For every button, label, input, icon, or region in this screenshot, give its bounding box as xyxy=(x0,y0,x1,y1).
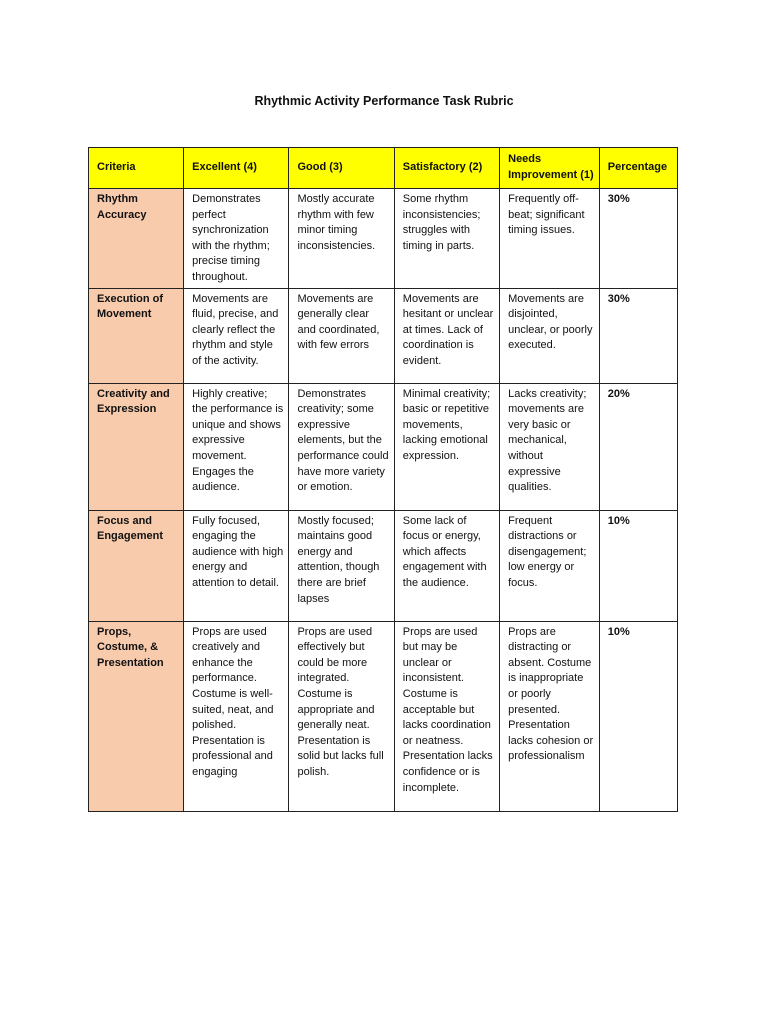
table-row xyxy=(89,621,678,811)
page-title: Rhythmic Activity Performance Task Rubric xyxy=(254,94,514,108)
criterion-cell: Creativity and Expression xyxy=(89,383,184,510)
good-cell: Mostly accurate rhythm with few minor timing inconsistencies. xyxy=(289,189,394,289)
excellent-cell: Movements are fluid, precise, and clearly reflect the rhythm and style of the activity. xyxy=(184,288,289,383)
header-satisfactory: Satisfactory (2) xyxy=(394,148,499,189)
satisfactory-cell: Movements are hesitant or unclear at times. Lack of coordination is evident. xyxy=(394,288,499,383)
table-row xyxy=(89,383,678,510)
header-percentage: Percentage xyxy=(599,148,677,189)
header-row xyxy=(89,148,678,189)
header-good: Good (3) xyxy=(289,148,394,189)
needs-improvement-cell: Lacks creativity; movements are very basic or mechanical, without expressive qualities. xyxy=(500,383,600,510)
percentage-cell: 20% xyxy=(599,383,677,510)
table-row xyxy=(89,288,678,383)
header-needs-improvement: Needs Improvement (1) xyxy=(500,148,600,189)
percentage-cell: 30% xyxy=(599,288,677,383)
needs-improvement-cell: Movements are disjointed, unclear, or poorly executed. xyxy=(500,288,600,383)
criterion-cell: Props, Costume, & Presentation xyxy=(89,621,184,811)
rubric-table xyxy=(88,147,678,812)
satisfactory-cell: Props are used but may be unclear or inconsistent. Costume is acceptable but lacks coordination or neatness. Presentation lacks confidence or is incomplete. xyxy=(394,621,499,811)
criterion-cell: Execution of Movement xyxy=(89,288,184,383)
header-excellent: Excellent (4) xyxy=(184,148,289,189)
criterion-cell: Rhythm Accuracy xyxy=(89,189,184,289)
satisfactory-cell: Minimal creativity; basic or repetitive movements, lacking emotional expression. xyxy=(394,383,499,510)
header-criteria: Criteria xyxy=(89,148,184,189)
table-row xyxy=(89,189,678,289)
satisfactory-cell: Some lack of focus or energy, which affects engagement with the audience. xyxy=(394,510,499,621)
satisfactory-cell: Some rhythm inconsistencies; struggles with timing in parts. xyxy=(394,189,499,289)
criterion-cell: Focus and Engagement xyxy=(89,510,184,621)
percentage-cell: 30% xyxy=(599,189,677,289)
good-cell: Props are used effectively but could be more integrated. Costume is appropriate and generally neat. Presentation is solid but lacks full polish. xyxy=(289,621,394,811)
needs-improvement-cell: Frequently off-beat; significant timing issues. xyxy=(500,189,600,289)
needs-improvement-cell: Props are distracting or absent. Costume is inappropriate or poorly presented. Presentation lacks cohesion or professionalism xyxy=(500,621,600,811)
excellent-cell: Demonstrates perfect synchronization with the rhythm; precise timing throughout. xyxy=(184,189,289,289)
good-cell: Mostly focused; maintains good energy and attention, though there are brief lapses xyxy=(289,510,394,621)
good-cell: Movements are generally clear and coordinated, with few errors xyxy=(289,288,394,383)
excellent-cell: Highly creative; the performance is unique and shows expressive movement. Engages the audience. xyxy=(184,383,289,510)
good-cell: Demonstrates creativity; some expressive elements, but the performance could have more variety or emotion. xyxy=(289,383,394,510)
excellent-cell: Props are used creatively and enhance the performance. Costume is well-suited, neat, and polished. Presentation is professional and engaging xyxy=(184,621,289,811)
percentage-cell: 10% xyxy=(599,510,677,621)
excellent-cell: Fully focused, engaging the audience with high energy and attention to detail. xyxy=(184,510,289,621)
percentage-cell: 10% xyxy=(599,621,677,811)
table-row xyxy=(89,510,678,621)
needs-improvement-cell: Frequent distractions or disengagement; low energy or focus. xyxy=(500,510,600,621)
